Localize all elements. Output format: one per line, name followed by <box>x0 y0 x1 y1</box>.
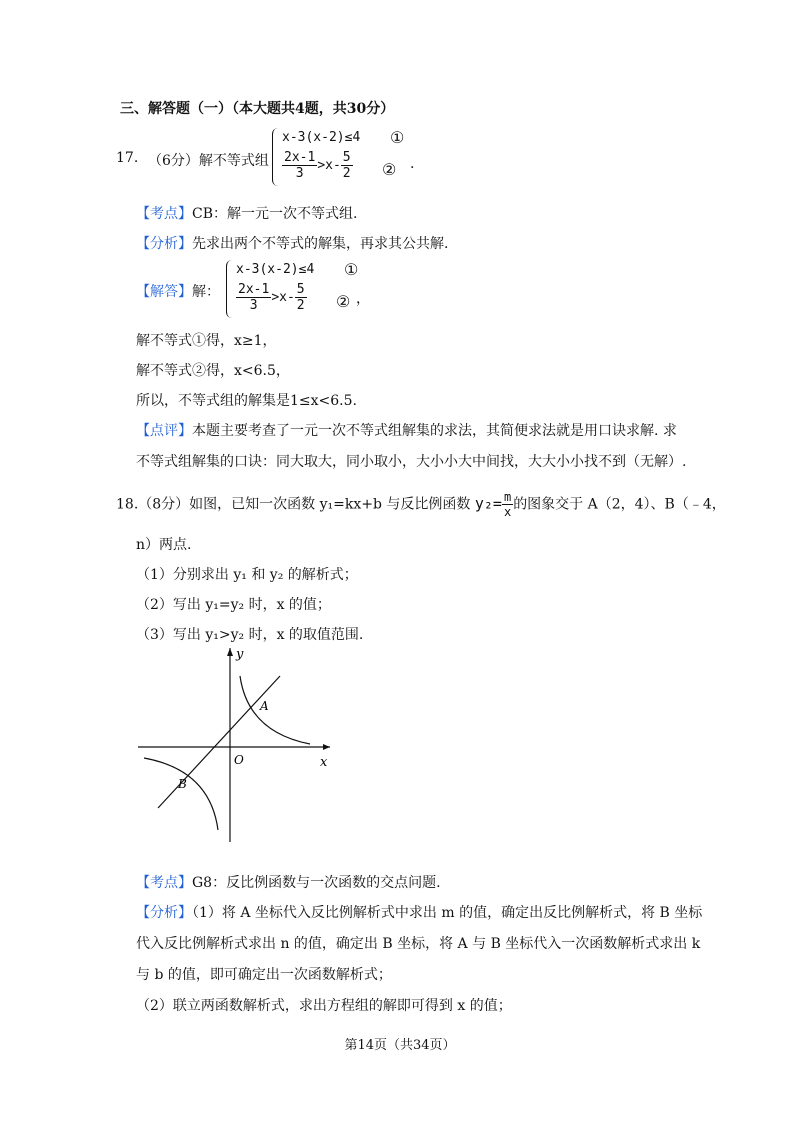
inequality-2 <box>282 150 353 181</box>
point-b-label: B <box>178 777 187 791</box>
end-punctuation: ， <box>356 291 370 307</box>
point-a-label: A <box>260 699 269 713</box>
reciprocal-function-label: y₂= <box>474 494 502 513</box>
q18-fenxi-line-4: （2）联立两函数解析式，求出方程组的解即可得到 x 的值； <box>136 998 512 1014</box>
relation-text: >x- <box>271 290 295 305</box>
fraction-denominator: 2 <box>342 166 351 181</box>
q17-dianping-line-2: 不等式组解集的口诀：同大取大，同小取小，大小小大中间找，大大小小找不到（无解）. <box>136 454 687 470</box>
q18-kaodian <box>136 872 441 892</box>
x-axis-label: x <box>320 755 328 770</box>
q18-fenxi-line-2: 代入反比例解析式求出 n 的值，确定出 B 坐标，将 A 与 B 坐标代入一次函数解析式求出 k <box>136 936 701 952</box>
q17-number: 17. <box>116 150 139 166</box>
fraction-numerator: 2x-1 <box>238 282 270 297</box>
kaodian-tag: 【考点】 <box>136 875 192 891</box>
y-axis-label: y <box>236 647 244 662</box>
fraction-denominator: 2 <box>296 298 305 313</box>
page-footer: 第14页（共34页） <box>344 1038 456 1053</box>
jieda-prefix: 解： <box>192 284 220 300</box>
circled-mark-1: ① <box>344 260 359 279</box>
fraction-numerator: 2x-1 <box>284 150 316 165</box>
end-punctuation: . <box>410 156 415 172</box>
kaodian-text: G8：反比例函数与一次函数的交点问题. <box>192 875 441 891</box>
q17-jieda <box>136 281 220 301</box>
fraction-numerator: 5 <box>342 150 351 165</box>
x-axis-arrow-icon <box>323 744 330 750</box>
left-brace <box>272 128 280 186</box>
fraction-denominator: x <box>503 505 512 519</box>
fraction-numerator: 5 <box>296 282 305 297</box>
kaodian-text: CB：解一元一次不等式组. <box>192 206 358 222</box>
dianping-tag: 【点评】 <box>136 423 192 439</box>
origin-label: O <box>234 753 244 767</box>
hyperbola-branch-1 <box>240 676 310 744</box>
q18-fenxi <box>136 902 702 922</box>
q18-sub-3: （3）写出 y₁>y₂ 时，x 的取值范围. <box>136 627 364 643</box>
q17-fenxi <box>136 233 448 253</box>
fraction-denominator: 3 <box>249 298 258 313</box>
fenxi-line-1: （1）将 A 坐标代入反比例解析式中求出 m 的值，确定出反比例解析式，将 B 坐标 <box>192 905 703 921</box>
q17-step-1: 解不等式①得，x≥1， <box>136 333 277 349</box>
inequality-1: x-3(x-2)≤4 <box>236 262 315 277</box>
q18-sub-2: （2）写出 y₁=y₂ 时，x 的值； <box>136 597 331 613</box>
q17-prompt: （6分）解不等式组 <box>148 153 269 169</box>
q17-dianping <box>136 420 677 440</box>
fraction-numerator: m <box>503 490 512 504</box>
fraction-denominator: 3 <box>295 166 304 181</box>
inequality-2 <box>236 282 307 313</box>
fenxi-tag: 【分析】 <box>136 236 192 252</box>
q17-solution-system <box>226 256 386 322</box>
q17-inequality-system <box>272 124 432 190</box>
circled-mark-2: ② <box>336 292 351 311</box>
hyperbola-branch-2 <box>144 758 218 830</box>
linear-function-line <box>158 676 280 808</box>
circled-mark-2: ② <box>382 160 397 179</box>
inequality-1: x-3(x-2)≤4 <box>282 130 361 145</box>
jieda-tag: 【解答】 <box>136 284 192 300</box>
section-heading: 三、解答题（一）（本大题共4题，共30分） <box>120 101 395 117</box>
q18-intersection-text: 的图象交于 A（2，4）、B（﹣4， <box>513 496 726 513</box>
q18-fenxi-line-3: 与 b 的值，即可确定出一次函数解析式； <box>136 967 392 983</box>
left-brace <box>226 260 234 318</box>
q18-sub-1: （1）分别求出 y₁ 和 y₂ 的解析式； <box>136 567 358 583</box>
q17-kaodian <box>136 203 357 223</box>
q17-step-3: 所以，不等式组的解集是1≤x<6.5. <box>136 393 357 409</box>
q18-line-1 <box>116 490 726 519</box>
q18-line-2: n）两点. <box>136 537 192 553</box>
function-graph <box>130 640 350 850</box>
y-axis-arrow-icon <box>227 648 233 656</box>
q17-step-2: 解不等式②得，x<6.5， <box>136 363 290 379</box>
q18-intro: 18.（8分）如图，已知一次函数 y₁=kx+b 与反比例函数 <box>116 496 471 513</box>
kaodian-tag: 【考点】 <box>136 206 192 222</box>
relation-text: >x- <box>317 158 341 173</box>
fenxi-text: 先求出两个不等式的解集，再求其公共解. <box>192 236 449 252</box>
circled-mark-1: ① <box>390 128 405 147</box>
dianping-line-1: 本题主要考查了一元一次不等式组解集的求法，其简便求法就是用口诀求解. 求 <box>192 423 677 439</box>
fenxi-tag: 【分析】 <box>136 905 192 921</box>
